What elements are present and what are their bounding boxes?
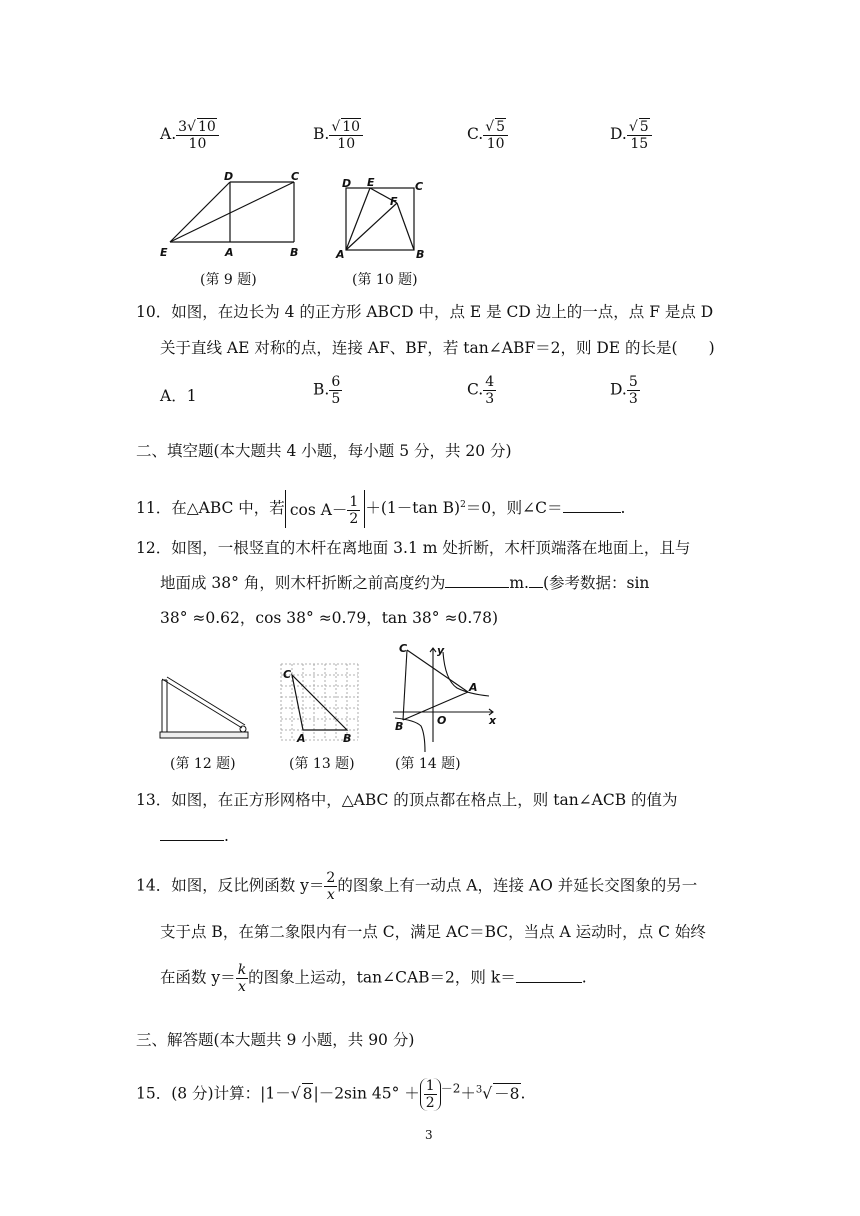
fig10-label-b: B [416,248,425,261]
figure-10 [330,168,440,293]
q12-line3: 38° ≈0.62，cos 38° ≈0.79，tan 38° ≈0.78) [160,609,499,627]
fig10-label-e: E [367,176,375,189]
fig10-label-f: F [390,195,398,208]
section-3-heading: 三、解答题(本大题共 9 小题，共 90 分) [136,1031,415,1049]
q14-line1: 14．如图，反比例函数 y＝ $\frac{2}{x}$ 的图象上有一动点 A，连接 AO 并延长交图象的另一 [136,870,698,903]
figure-12 [150,662,260,782]
q13-line2: . [160,826,229,846]
figure-9 [150,168,320,293]
figure-13 [275,662,385,782]
fig9-label-c: C [291,170,300,183]
fig14-label-x: x [489,714,497,727]
fig12-caption: (第 12 题) [170,756,236,772]
fig14-label-b: B [395,720,404,733]
q10-line2: 关于直线 AE 对称的点，连接 AF、BF，若 tan∠ABF＝2，则 DE 的长是( ) [160,339,715,357]
q14-line2: 支于点 B，在第二象限内有一点 C，满足 AC＝BC，当点 A 运动时，点 C 始终 [160,923,706,941]
q10-option-a: A．1 [160,387,197,405]
q13-line1: 13．如图，在正方形网格中，△ABC 的顶点都在格点上，则 tan∠ACB 的值为 [136,791,678,809]
q10-option-b: B. $\frac{6}{5}$ [313,374,341,407]
q10-line1: 10．如图，在边长为 4 的正方形 ABCD 中，点 E 是 CD 边上的一点，点 F 是点 D [136,303,714,321]
q10-option-c: C. $\frac{4}{3}$ [467,374,495,407]
page-number: 3 [425,1128,433,1142]
figure-14 [385,640,505,782]
fig14-caption: (第 14 题) [395,756,461,772]
fig10-caption: (第 10 题) [352,272,418,288]
fig9-label-d: D [224,170,234,183]
q10-option-d: D. $\frac{5}{3}$ [610,374,638,407]
q9-option-a: A. $\frac{3√ 10}{10}$ [160,118,219,152]
fig13-label-b: B [343,732,352,745]
fig10-label-a: A [336,248,345,261]
q11: 11．在△ABC 中，若 cos A－ $\frac{1}{2}$ ＋(1－tan B)$^2$＝0，则∠C＝ . [136,486,625,528]
fig13-label-c: C [283,668,292,681]
fig13-label-a: A [297,732,306,745]
q9-option-d: D. $\frac{√ 5}{15}$ [610,118,652,152]
q12-line1: 12．如图，一根竖直的木杆在离地面 3.1 m 处折断，木杆顶端落在地面上，且与 [136,539,691,557]
fig10-label-d: D [342,177,352,190]
q12-line2: 地面成 38° 角，则木杆折断之前高度约为 m. (参考数据：sin [160,574,650,592]
fig9-label-b: B [290,246,299,259]
fig14-label-c: C [399,642,408,655]
fig14-label-a: A [469,681,478,694]
fig14-label-o: O [437,714,447,727]
q9-option-b: B. $\frac{√ 10}{10}$ [313,118,363,152]
q14-line3: 在函数 y＝ $\frac{k}{x}$ 的图象上运动，tan∠CAB＝2，则 k＝ . [160,962,587,995]
fig14-label-y: y [437,644,445,657]
fig10-label-c: C [415,180,424,193]
section-2-heading: 二、填空题(本大题共 4 小题，每小题 5 分，共 20 分) [136,442,512,460]
q9-option-c: C. $\frac{√ 5}{10}$ [467,118,508,152]
fig9-label-a: A [225,246,234,259]
q15: 15．(8 分)计算：|1－√ 8|－2sin 45° ＋ $\frac{1}{2}$ $^{-2}$＋$^3$√ －8. [136,1078,526,1111]
fig9-caption: (第 9 题) [200,272,257,288]
fig9-label-e: E [160,246,168,259]
fig13-caption: (第 13 题) [289,756,355,772]
